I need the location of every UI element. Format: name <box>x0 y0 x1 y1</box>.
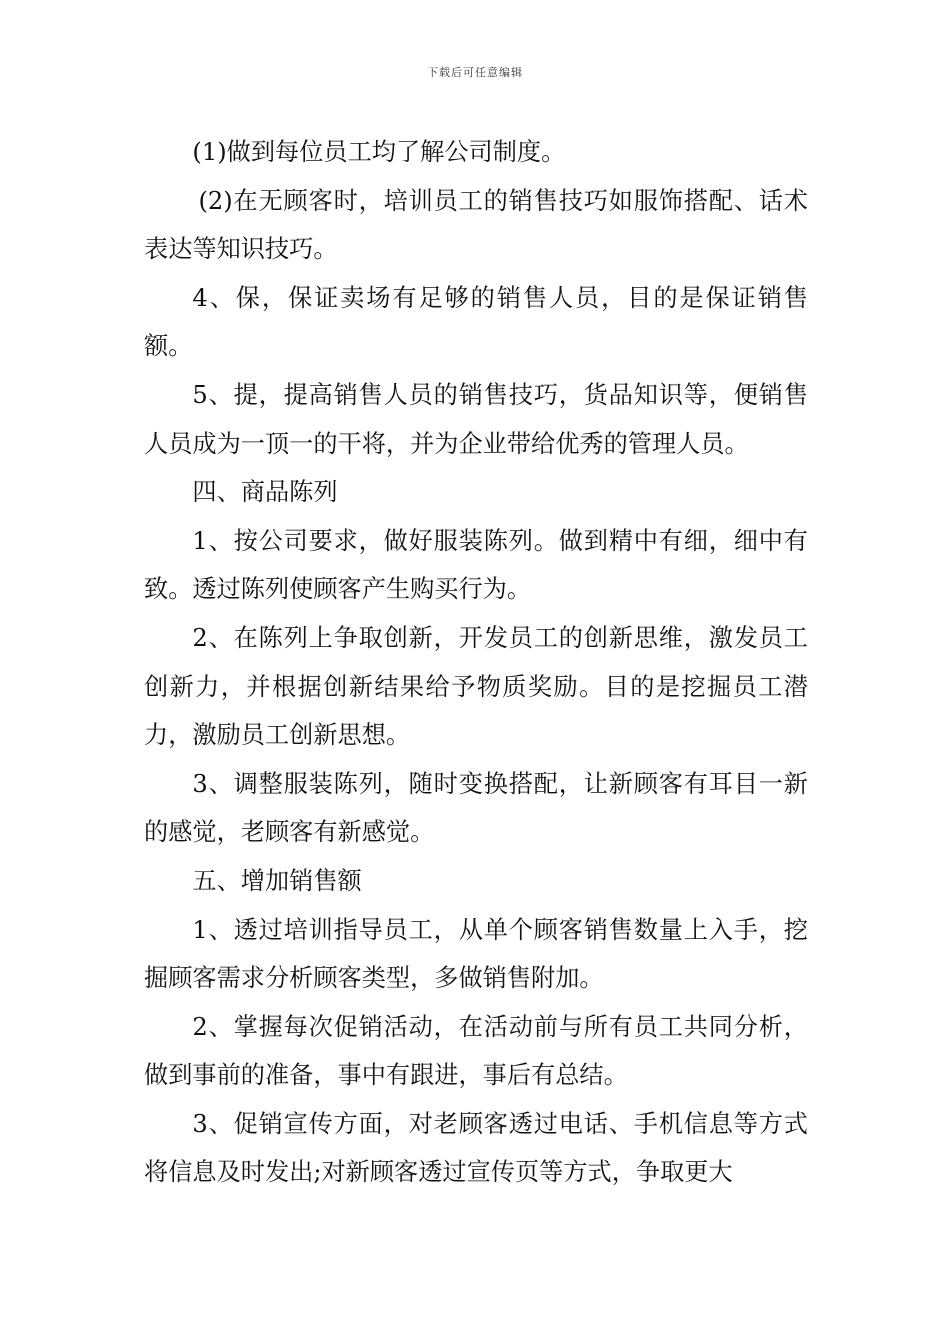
paragraph-promotion-analysis: 2、掌握每次促销活动，在活动前与所有员工共同分析，做到事前的准备，事中有跟进，事后有总结。 <box>144 1012 808 1090</box>
paragraph-improve-skills: 5、提，提高销售人员的销售技巧，货品知识等，便销售人员成为一顶一的干将，并为企业带给优秀的管理人员。 <box>144 380 808 458</box>
paragraph-training-skills: (2)在无顾客时，培训员工的销售技巧如服饰搭配、话术表达等知识技巧。 <box>144 186 808 264</box>
paragraph-display-requirements: 1、按公司要求，做好服装陈列。做到精中有细，细中有致。透过陈列使顾客产生购买行为。 <box>144 526 808 604</box>
section-heading-merchandise-display: 四、商品陈列 <box>192 478 338 507</box>
paragraph-staffing: 4、保，保证卖场有足够的销售人员，目的是保证销售额。 <box>144 283 808 361</box>
paragraph-training-guidance: 1、透过培训指导员工，从单个顾客销售数量上入手，挖掘顾客需求分析顾客类型，多做销售附加。 <box>144 915 808 993</box>
document-body <box>144 128 808 1197</box>
section-heading-increase-sales: 五、增加销售额 <box>192 866 362 895</box>
paragraph-promotion-publicity: 3、促销宣传方面，对老顾客透过电话、手机信息等方式将信息及时发出;对新顾客透过宣传页等方式，争取更大 <box>144 1109 808 1187</box>
page-header: 下载后可任意编辑 <box>427 66 523 79</box>
paragraph-display-adjustment: 3、调整服装陈列，随时变换搭配，让新顾客有耳目一新的感觉，老顾客有新感觉。 <box>144 769 808 847</box>
paragraph-display-innovation: 2、在陈列上争取创新，开发员工的创新思维，激发员工创新力，并根据创新结果给予物质奖励。目的是挖掘员工潜力，激励员工创新思想。 <box>144 623 808 750</box>
paragraph-company-rules: (1)做到每位员工均了解公司制度。 <box>192 138 566 166</box>
